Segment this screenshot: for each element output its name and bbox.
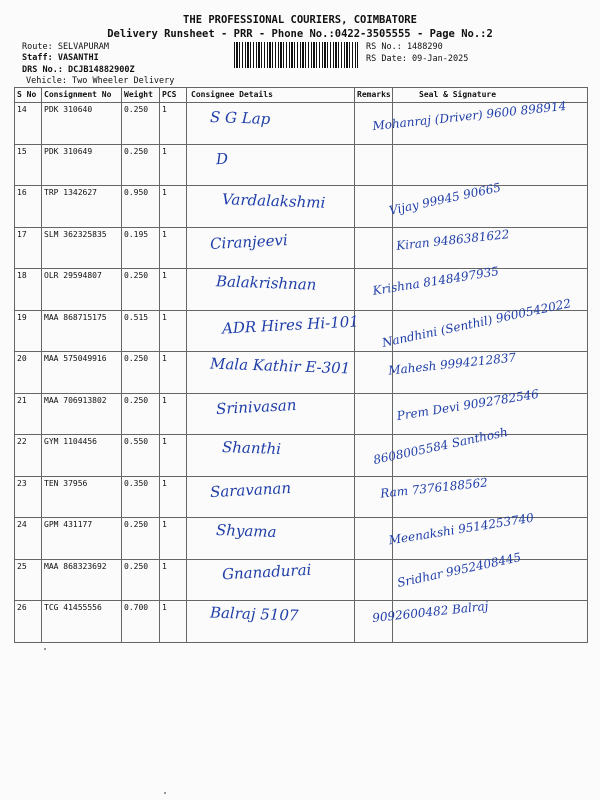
rs-date: RS Date: 09-Jan-2025: [366, 54, 469, 64]
remarks-cell: [355, 103, 393, 145]
signature-cell: [393, 103, 588, 145]
remarks-cell: [355, 269, 393, 311]
signature-cell: [393, 476, 588, 518]
company-title: THE PROFESSIONAL COURIERS, COIMBATORE: [183, 14, 417, 26]
remarks-cell: [355, 227, 393, 269]
remarks-cell: [355, 559, 393, 601]
handwritten-consignee: Vardalakshmi: [221, 189, 326, 212]
signature-cell: [393, 559, 588, 601]
consignee-cell: [187, 103, 355, 145]
rs-number: RS No.: 1488290: [366, 42, 443, 52]
handwritten-signature: Vijay 99945 90665: [387, 179, 503, 218]
remarks-cell: [355, 144, 393, 186]
cell-cons: MAA 706913802: [42, 393, 122, 435]
handwritten-signature: 9092600482 Balraj: [371, 598, 490, 625]
cell-cons: GPM 431177: [42, 518, 122, 560]
signature-cell: [393, 518, 588, 560]
cell-pcs: 1: [160, 144, 187, 186]
cell-cons: MAA 575049916: [42, 352, 122, 394]
table-row: [15, 601, 588, 643]
remarks-cell: [355, 601, 393, 643]
cell-sno: 23: [15, 476, 42, 518]
consignee-cell: [187, 144, 355, 186]
cell-sno: 18: [15, 269, 42, 311]
cell-cons: MAA 868715175: [42, 310, 122, 352]
cell-sno: 20: [15, 352, 42, 394]
handwritten-consignee: Saravanan: [209, 478, 292, 501]
signature-cell: [393, 352, 588, 394]
consignee-cell: [187, 310, 355, 352]
cell-wt: 0.250: [122, 103, 160, 145]
handwritten-consignee: Ciranjeevi: [209, 230, 289, 253]
cell-sno: 19: [15, 310, 42, 352]
remarks-cell: [355, 435, 393, 477]
cell-wt: 0.250: [122, 518, 160, 560]
handwritten-consignee: Balraj 5107: [209, 603, 299, 625]
cell-wt: 0.250: [122, 559, 160, 601]
table-row: [15, 144, 588, 186]
cell-wt: 0.250: [122, 393, 160, 435]
table-row: [15, 310, 588, 352]
cell-sno: 25: [15, 559, 42, 601]
consignee-cell: [187, 601, 355, 643]
table-row: [15, 476, 588, 518]
barcode: [234, 42, 358, 68]
column-header: Weight: [122, 88, 160, 103]
table-row: [15, 393, 588, 435]
handwritten-signature: 8608005584 Santhosh: [372, 425, 509, 468]
cell-pcs: 1: [160, 352, 187, 394]
stray-mark: [164, 792, 166, 794]
cell-wt: 0.250: [122, 144, 160, 186]
cell-sno: 16: [15, 186, 42, 228]
table-row: [15, 352, 588, 394]
cell-sno: 15: [15, 144, 42, 186]
consignee-cell: [187, 227, 355, 269]
handwritten-consignee: S G Lap: [209, 107, 271, 129]
handwritten-consignee: Balakrishnan: [215, 272, 317, 294]
cell-sno: 21: [15, 393, 42, 435]
cell-sno: 17: [15, 227, 42, 269]
route-label: Route: SELVAPURAM: [22, 42, 109, 52]
signature-cell: [393, 435, 588, 477]
consignee-cell: [187, 393, 355, 435]
handwritten-consignee: D: [215, 149, 229, 169]
column-header: PCS: [160, 88, 187, 103]
cell-cons: GYM 1104456: [42, 435, 122, 477]
cell-pcs: 1: [160, 227, 187, 269]
runsheet-subtitle: Delivery Runsheet - PRR - Phone No.:0422-3505555 - Page No.:2: [107, 28, 493, 40]
remarks-cell: [355, 310, 393, 352]
handwritten-signature: Sridhar 9952408445: [395, 550, 523, 591]
cell-wt: 0.350: [122, 476, 160, 518]
remarks-cell: [355, 476, 393, 518]
table-row: [15, 435, 588, 477]
cell-wt: 0.195: [122, 227, 160, 269]
handwritten-signature: Ram 7376188562: [379, 475, 489, 501]
table-row: [15, 186, 588, 228]
cell-pcs: 1: [160, 435, 187, 477]
remarks-cell: [355, 186, 393, 228]
column-header: Seal & Signature: [393, 88, 588, 103]
staff-label: Staff: VASANTHI: [22, 53, 99, 63]
consignee-cell: [187, 559, 355, 601]
cell-sno: 14: [15, 103, 42, 145]
handwritten-signature: Meenakshi 9514253740: [387, 510, 535, 548]
cell-wt: 0.550: [122, 435, 160, 477]
cell-sno: 24: [15, 518, 42, 560]
handwritten-signature: Prem Devi 9092782546: [395, 386, 540, 424]
cell-pcs: 1: [160, 103, 187, 145]
cell-cons: PDK 310640: [42, 103, 122, 145]
cell-pcs: 1: [160, 186, 187, 228]
remarks-cell: [355, 393, 393, 435]
handwritten-signature: Krishna 8148497935: [371, 264, 500, 299]
table-row: [15, 227, 588, 269]
table-header-row: [15, 88, 588, 103]
handwritten-signature: Mohanraj (Driver) 9600 898914: [371, 98, 567, 134]
signature-cell: [393, 393, 588, 435]
cell-pcs: 1: [160, 601, 187, 643]
stray-mark: [44, 648, 46, 650]
signature-cell: [393, 601, 588, 643]
cell-cons: OLR 29594807: [42, 269, 122, 311]
cell-sno: 22: [15, 435, 42, 477]
cell-pcs: 1: [160, 310, 187, 352]
handwritten-consignee: Mala Kathir E-301: [209, 354, 351, 378]
consignee-cell: [187, 435, 355, 477]
consignee-cell: [187, 518, 355, 560]
runsheet-table: [14, 87, 588, 643]
table-row: [15, 518, 588, 560]
column-header: Remarks: [355, 88, 393, 103]
cell-cons: TEN 37956: [42, 476, 122, 518]
cell-cons: TRP 1342627: [42, 186, 122, 228]
remarks-cell: [355, 518, 393, 560]
cell-pcs: 1: [160, 518, 187, 560]
table-row: [15, 103, 588, 145]
cell-pcs: 1: [160, 476, 187, 518]
signature-cell: [393, 269, 588, 311]
cell-pcs: 1: [160, 393, 187, 435]
signature-cell: [393, 186, 588, 228]
drs-number: DRS No.: DCJB14882900Z: [22, 65, 135, 75]
cell-pcs: 1: [160, 559, 187, 601]
cell-cons: SLM 362325835: [42, 227, 122, 269]
cell-wt: 0.700: [122, 601, 160, 643]
consignee-cell: [187, 476, 355, 518]
cell-wt: 0.515: [122, 310, 160, 352]
remarks-cell: [355, 352, 393, 394]
column-header: Consignment No: [42, 88, 122, 103]
consignee-cell: [187, 352, 355, 394]
table-row: [15, 269, 588, 311]
handwritten-signature: Nandhini (Senthil) 9600542022: [380, 295, 573, 350]
cell-sno: 26: [15, 601, 42, 643]
handwritten-signature: Kiran 9486381622: [395, 226, 511, 253]
handwritten-signature: Mahesh 9994212837: [387, 350, 517, 378]
handwritten-consignee: Shyama: [215, 520, 277, 542]
cell-wt: 0.950: [122, 186, 160, 228]
cell-cons: TCG 41455556: [42, 601, 122, 643]
signature-cell: [393, 227, 588, 269]
signature-cell: [393, 310, 588, 352]
signature-cell: [393, 144, 588, 186]
consignee-cell: [187, 186, 355, 228]
cell-cons: MAA 868323692: [42, 559, 122, 601]
cell-wt: 0.250: [122, 352, 160, 394]
consignee-cell: [187, 269, 355, 311]
handwritten-consignee: Gnanadurai: [221, 560, 312, 584]
handwritten-consignee: ADR Hires Hi-101: [221, 311, 360, 338]
column-header: Consignee Details: [187, 88, 355, 103]
table-row: [15, 559, 588, 601]
handwritten-consignee: Shanthi: [221, 438, 282, 459]
cell-wt: 0.250: [122, 269, 160, 311]
column-header: S No: [15, 88, 42, 103]
handwritten-consignee: Srinivasan: [215, 396, 297, 419]
vehicle-label: Vehicle: Two Wheeler Delivery: [26, 76, 175, 86]
cell-cons: PDK 310649: [42, 144, 122, 186]
cell-pcs: 1: [160, 269, 187, 311]
